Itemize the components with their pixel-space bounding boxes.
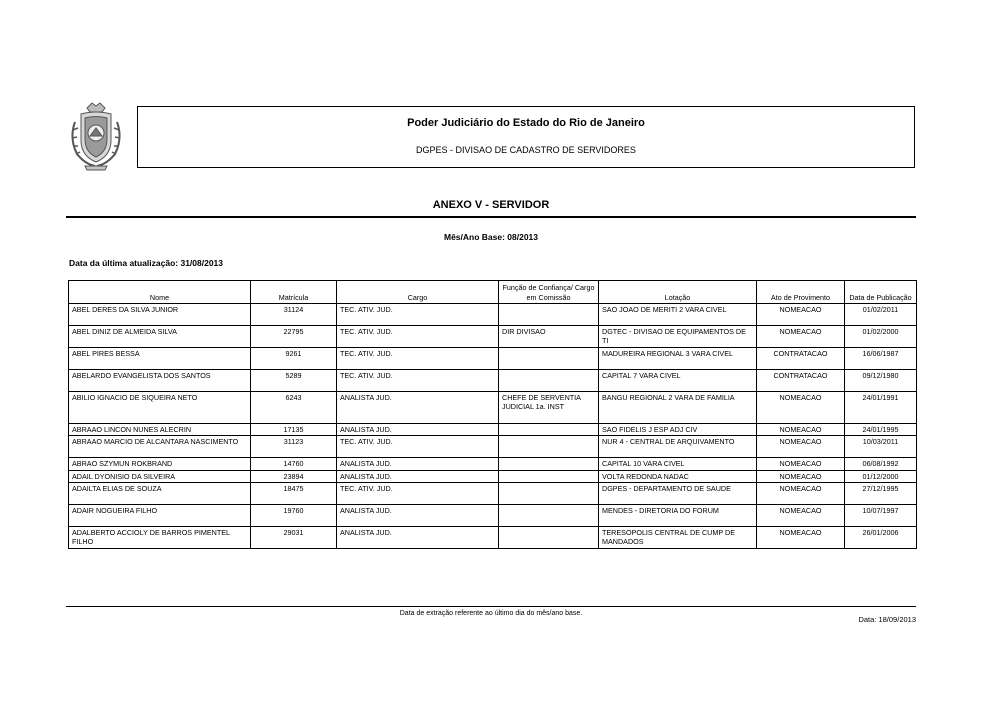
table-row [69,526,917,548]
footer-date: Data: 18/09/2013 [858,615,916,624]
cell-lotacao: CAPITAL 10 VARA CIVEL [599,458,757,470]
cell-ato: NOMEACAO [757,304,845,326]
table-row [69,348,917,370]
cell-ato: NOMEACAO [757,326,845,348]
column-header-ato: Ato de Provimento [757,281,845,304]
cell-nome: ABEL DERES DA SILVA JUNIOR [69,304,251,326]
cell-funcao [499,304,599,326]
cell-matricula: 29031 [251,526,337,548]
cell-nome: ABRAO SZYMUN ROKBRAND [69,458,251,470]
cell-cargo: ANALISTA JUD. [337,392,499,424]
cell-ato: NOMEACAO [757,526,845,548]
cell-funcao [499,458,599,470]
cell-cargo: TEC. ATIV. JUD. [337,436,499,458]
cell-data: 01/12/2000 [845,470,917,482]
cell-data: 27/12/1995 [845,482,917,504]
cell-ato: NOMEACAO [757,470,845,482]
cell-funcao [499,424,599,436]
cell-cargo: ANALISTA JUD. [337,504,499,526]
cell-lotacao: MENDES - DIRETORIA DO FORUM [599,504,757,526]
document-title: ANEXO V - SERVIDOR [432,199,550,211]
cell-ato: NOMEACAO [757,504,845,526]
cell-lotacao: VOLTA REDONDA NADAC [599,470,757,482]
cell-matricula: 19760 [251,504,337,526]
footer-divider [66,606,916,607]
cell-funcao: CHEFE DE SERVENTIA JUDICIAL 1a. INST [499,392,599,424]
last-updated-label: Data da última atualização: 31/08/2013 [69,258,224,268]
table-row [69,326,917,348]
column-header-matricula: Matrícula [251,281,337,304]
title-divider [66,216,916,218]
cell-data: 09/12/1980 [845,370,917,392]
period-label: Mês/Ano Base: 08/2013 [443,232,539,242]
header-title: Poder Judiciário do Estado do Rio de Janeiro [407,117,645,129]
table-row [69,458,917,470]
cell-matricula: 14760 [251,458,337,470]
cell-lotacao: TERESOPOLIS CENTRAL DE CUMP DE MANDADOS [599,526,757,548]
cell-matricula: 31123 [251,436,337,458]
cell-cargo: ANALISTA JUD. [337,424,499,436]
cell-nome: ABEL DINIZ DE ALMEIDA SILVA [69,326,251,348]
cell-cargo: TEC. ATIV. JUD. [337,482,499,504]
cell-matricula: 22795 [251,326,337,348]
cell-matricula: 18475 [251,482,337,504]
cell-ato: CONTRATACAO [757,370,845,392]
cell-ato: NOMEACAO [757,482,845,504]
cell-nome: ADAIL DYONISIO DA SILVEIRA [69,470,251,482]
cell-funcao [499,348,599,370]
cell-lotacao: NUR 4 - CENTRAL DE ARQUIVAMENTO [599,436,757,458]
cell-nome: ABRAAO MARCIO DE ALCANTARA NASCIMENTO [69,436,251,458]
table-header-row [69,281,917,304]
table-row [69,424,917,436]
cell-matricula: 5289 [251,370,337,392]
table-row [69,504,917,526]
cell-funcao [499,504,599,526]
cell-data: 24/01/1991 [845,392,917,424]
cell-cargo: ANALISTA JUD. [337,458,499,470]
cell-cargo: TEC. ATIV. JUD. [337,370,499,392]
cell-nome: ADAIR NOGUEIRA FILHO [69,504,251,526]
table-row [69,392,917,424]
cell-cargo: ANALISTA JUD. [337,470,499,482]
footer-note: Data de extração referente ao último dia do mês/ano base. [399,610,583,617]
cell-lotacao: SAO FIDELIS J ESP ADJ CIV [599,424,757,436]
table-row [69,436,917,458]
cell-data: 24/01/1995 [845,424,917,436]
cell-nome: ABRAAO LINCON NUNES ALECRIN [69,424,251,436]
cell-data: 26/01/2006 [845,526,917,548]
cell-ato: NOMEACAO [757,424,845,436]
cell-nome: ADALBERTO ACCIOLY DE BARROS PIMENTEL FILHO [69,526,251,548]
table-row [69,370,917,392]
cell-matricula: 23894 [251,470,337,482]
cell-ato: NOMEACAO [757,458,845,470]
cell-lotacao: DGPES - DEPARTAMENTO DE SAUDE [599,482,757,504]
cell-ato: NOMEACAO [757,436,845,458]
cell-funcao: DIR DIVISAO [499,326,599,348]
table-row [69,304,917,326]
cell-funcao [499,370,599,392]
cell-matricula: 17135 [251,424,337,436]
column-header-funcao: Função de Confiança/ Cargo em Comissão [499,281,599,304]
cell-nome: ABEL PIRES BESSA [69,348,251,370]
cell-matricula: 9261 [251,348,337,370]
column-header-cargo: Cargo [337,281,499,304]
cell-matricula: 31124 [251,304,337,326]
cell-data: 01/02/2011 [845,304,917,326]
cell-data: 16/06/1987 [845,348,917,370]
cell-data: 01/02/2000 [845,326,917,348]
cell-data: 06/08/1992 [845,458,917,470]
column-header-lotacao: Lotação [599,281,757,304]
column-header-nome: Nome [69,281,251,304]
cell-nome: ABILIO IGNACIO DE SIQUEIRA NETO [69,392,251,424]
cell-ato: NOMEACAO [757,392,845,424]
table-row [69,482,917,504]
cell-funcao [499,482,599,504]
table-row [69,470,917,482]
header-box [137,106,915,168]
cell-data: 10/07/1997 [845,504,917,526]
cell-cargo: ANALISTA JUD. [337,526,499,548]
cell-lotacao: MADUREIRA REGIONAL 3 VARA CIVEL [599,348,757,370]
cell-lotacao: BANGU REGIONAL 2 VARA DE FAMILIA [599,392,757,424]
cell-data: 10/03/2011 [845,436,917,458]
cell-funcao [499,470,599,482]
column-header-data: Data de Publicação [845,281,917,304]
cell-lotacao: CAPITAL 7 VARA CIVEL [599,370,757,392]
cell-cargo: TEC. ATIV. JUD. [337,326,499,348]
cell-matricula: 6243 [251,392,337,424]
cell-cargo: TEC. ATIV. JUD. [337,348,499,370]
cell-lotacao: SAO JOAO DE MERITI 2 VARA CIVEL [599,304,757,326]
cell-ato: CONTRATACAO [757,348,845,370]
cell-lotacao: DGTEC - DIVISAO DE EQUIPAMENTOS DE TI [599,326,757,348]
cell-nome: ABELARDO EVANGELISTA DOS SANTOS [69,370,251,392]
cell-funcao [499,526,599,548]
servants-table [68,280,917,549]
cell-funcao [499,436,599,458]
cell-nome: ADAILTA ELIAS DE SOUZA [69,482,251,504]
header-subtitle: DGPES - DIVISAO DE CADASTRO DE SERVIDORES [416,145,636,155]
coat-of-arms-icon [65,100,127,172]
cell-cargo: TEC. ATIV. JUD. [337,304,499,326]
